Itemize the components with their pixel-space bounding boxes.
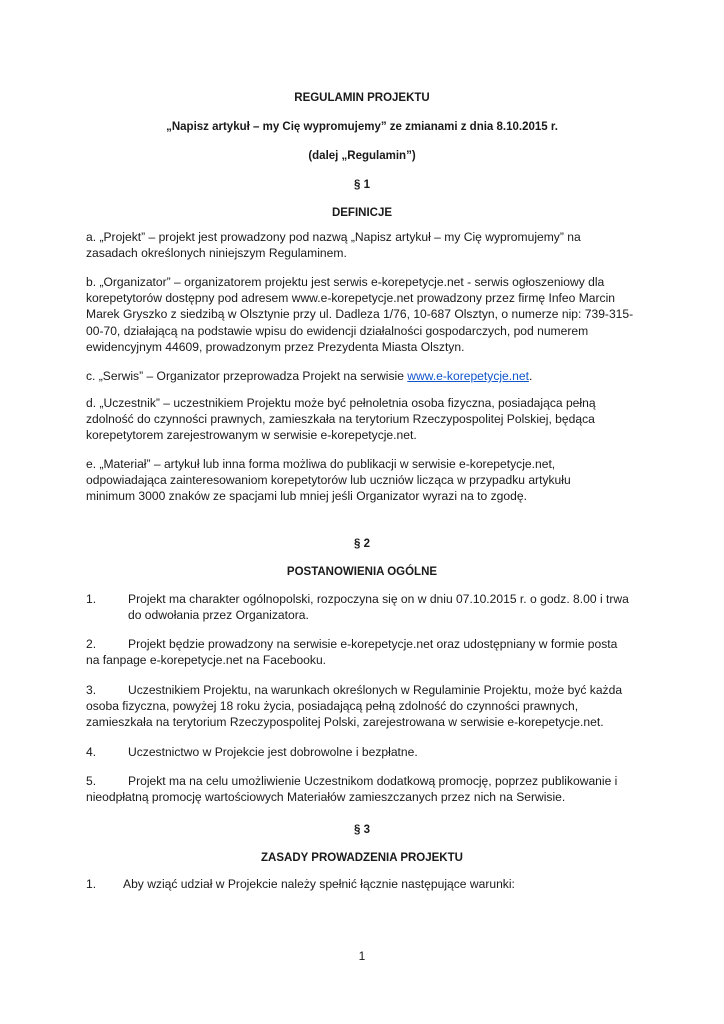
general-item-5 [86,773,642,805]
item-number: 1. [86,592,97,606]
item-number: 2. [86,637,97,651]
document-subtitle: „Napisz artykuł – my Cię wypromujemy” ze zmianami z dnia 8.10.2015 r. [166,121,558,133]
definition-c-suffix: . [528,369,533,383]
page-number: 1 [358,949,366,963]
section-3-heading: ZASADY PROWADZENIA PROJEKTU [261,852,463,864]
item-line: Projekt ma charakter ogólnopolski, rozpoczyna się on w dniu 07.10.2015 r. o godz. 8.00 i trwa [128,592,629,606]
item-line: osoba fizyczna, powyżej 18 roku życia, posiadającą pełną zdolność do czynności prawnych, [86,699,579,714]
item-line: Projekt będzie prowadzony na serwisie e-korepetycje.net oraz udostępniany w formie posta [128,637,618,651]
definition-d-line: zdolność do czynności prawnych, zamieszkała na terytorium Rzeczypospolitej Polskiej, będąca [86,412,595,427]
definition-c [86,368,642,384]
definition-e-line: e. „Materiał” – artykuł lub inna forma możliwa do publikacji w serwisie e-korepetycje.net, [86,457,556,471]
definition-d-line: d. „Uczestnik” – uczestnikiem Projektu może być pełnoletnia osoba fizyczna, posiadająca pełną [86,396,596,410]
section-1-mark: § 1 [354,179,370,191]
item-number: 3. [86,683,97,697]
general-item-1 [86,591,642,623]
item-number: 4. [86,745,97,759]
definition-a [86,229,642,261]
definition-d-line: korepetytorem zarejestrowanym w serwisie e-korepetycje.net. [86,428,417,443]
definition-b-line: Marek Gryszko z siedzibą w Olsztynie przy ul. Dadleza 1/76, 10-687 Olsztyn, o numerze nip: 739-315- [86,307,634,322]
item-line: Aby wziąć udział w Projekcie należy spełnić łącznie następujące warunki: [123,877,515,891]
item-line: Uczestnikiem Projektu, na warunkach określonych w Regulaminie Projektu, może być każda [128,683,623,697]
definition-b-line: 00-70, działającą na podstawie wpisu do ewidencji działalności gospodarczych, pod numerem [86,323,589,338]
item-number: 5. [86,774,97,788]
definition-b-line: korepetytorów dostępny pod adresem www.e-korepetycje.net prowadzony przez firmę Infeo Marcin [86,291,616,306]
definition-b-line: b. „Organizator” – organizatorem projektu jest serwis e-korepetycje.net - serwis ogłoszeniowy dla [86,275,605,289]
rules-item-1 [86,876,642,892]
general-item-4 [86,744,642,760]
item-line: Projekt ma na celu umożliwienie Uczestnikom dodatkową promocję, poprzez publikowanie i [128,774,618,788]
item-line: nieodpłatną promocję wartościowych Materiałów zamieszczanych przez nich na Serwisie. [86,790,566,805]
section-3-mark: § 3 [354,824,370,836]
general-item-3 [86,682,642,731]
item-line: zamieszkała na terytorium Rzeczypospolitej Polski, zarejestrowana w serwisie e-korepetycje.net. [86,715,604,730]
section-1-heading: DEFINICJE [331,207,393,219]
serwis-link[interactable]: www.e-korepetycje.net [407,369,529,383]
definition-a-line: a. „Projekt” – projekt jest prowadzony pod nazwą „Napisz artykuł – my Cię wypromujemy” na [86,230,581,244]
definition-c-text: c. „Serwis” – Organizator przeprowadza Projekt na serwisie [86,369,408,383]
section-2-heading: POSTANOWIENIA OGÓLNE [286,566,438,578]
item-line: Uczestnictwo w Projekcie jest dobrowolne i bezpłatne. [128,745,418,759]
definition-e-line: minimum 3000 znaków ze spacjami lub mniej jeśli Organizator wyrazi na to zgodę. [86,489,527,504]
definition-e-line: odpowiadająca zainteresowaniom korepetytorów lub uczniów licząca w przypadku artykułu [86,473,571,488]
definition-a-line: zasadach określonych niniejszym Regulaminem. [86,246,347,261]
document-alias: (dalej „Regulamin”) [308,150,416,162]
general-item-2 [86,636,642,668]
definition-b [86,274,642,355]
definition-d [86,395,642,444]
definition-e [86,456,642,505]
item-line: na fanpage e-korepetycje.net na Facebooku. [86,653,327,668]
document-title: REGULAMIN PROJEKTU [294,92,430,104]
item-line: do odwołania przez Organizatora. [128,608,309,623]
item-number: 1. [86,877,97,891]
section-2-mark: § 2 [354,538,370,550]
definition-b-line: ewidencyjnym 44609, prowadzonym przez Prezydenta Miasta Olsztyn. [86,339,465,354]
